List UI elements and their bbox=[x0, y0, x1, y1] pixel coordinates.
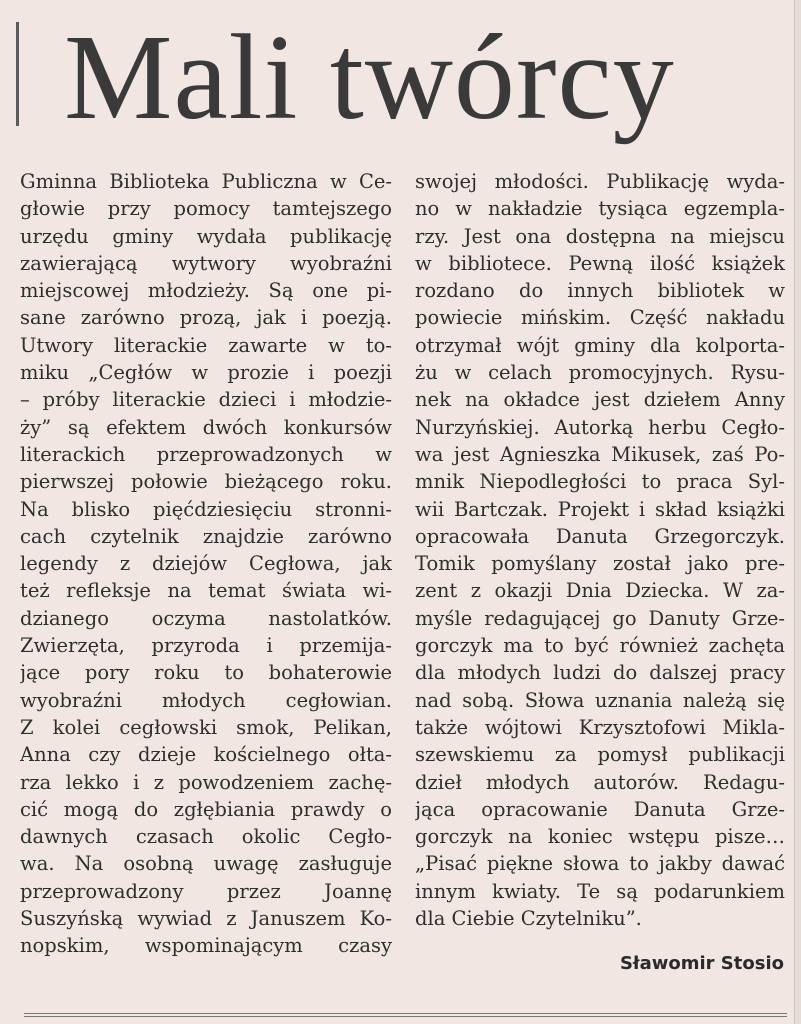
article-column-right bbox=[415, 168, 785, 932]
text-line: „Pisać piękne słowa to jakby dawać bbox=[415, 852, 785, 876]
text-line: ży” są efektem dwóch konkursów bbox=[20, 415, 392, 439]
text-line: szewskiemu za pomysł publikacji bbox=[415, 743, 785, 767]
left-margin-rule bbox=[16, 22, 19, 126]
bottom-divider bbox=[24, 1013, 787, 1017]
text-line: rza lekko i z powodzeniem zachę- bbox=[20, 770, 392, 794]
text-line: też refleksje na temat świata wi- bbox=[20, 579, 392, 603]
text-line: miku „Cegłów w prozie i poezji bbox=[20, 361, 392, 385]
text-line: nek na okładce jest dziełem Anny bbox=[415, 388, 785, 412]
text-line: dla Ciebie Czytelniku”. bbox=[415, 907, 642, 931]
text-line: legendy z dziejów Cegłowa, jak bbox=[20, 552, 392, 576]
text-line: cić mogą do zgłębiania prawdy o bbox=[20, 797, 392, 821]
text-line: nopskim, wspominającym czasy bbox=[20, 934, 392, 958]
text-line: Gminna Biblioteka Publiczna w Ce- bbox=[20, 170, 392, 193]
article-column-left bbox=[20, 168, 392, 960]
text-line: wa. Na osobną uwagę zasługuje bbox=[20, 852, 392, 876]
text-line: zent z okazji Dnia Dziecka. W za- bbox=[415, 579, 785, 603]
text-line: zawierającą wytwory wyobraźni bbox=[20, 251, 392, 275]
text-line: Anna czy dzieje kościelnego ołta- bbox=[20, 743, 392, 767]
text-line: gorczyk ma to być również zachęta bbox=[415, 634, 785, 658]
page-edge bbox=[794, 0, 801, 1024]
author-byline: Sławomir Stosio bbox=[619, 953, 784, 974]
text-line: Tomik pomyślany został jako pre- bbox=[415, 552, 785, 576]
text-line: Zwierzęta, przyroda i przemija- bbox=[20, 634, 392, 658]
text-line: głowie przy pomocy tamtejszego bbox=[20, 197, 392, 221]
text-line: Nurzyńskiej. Autorką herbu Cegło- bbox=[415, 415, 785, 439]
text-line: gorczyk na koniec wstępu pisze… bbox=[415, 825, 785, 849]
text-line: także wójtowi Krzysztofowi Mikla- bbox=[415, 715, 785, 739]
text-line: otrzymał wójt gminy dla kolporta- bbox=[415, 333, 785, 357]
text-line: dla młodych ludzi do dalszej pracy bbox=[415, 661, 785, 685]
text-line: jące pory roku to bohaterowie bbox=[20, 661, 392, 685]
text-line: sane zarówno prozą, jak i poezją. bbox=[20, 306, 392, 330]
text-line: myśle redagującej go Danuty Grze- bbox=[415, 606, 785, 630]
text-line: pierwszej połowie bieżącego roku. bbox=[20, 470, 392, 494]
text-line: innym kwiaty. Te są podarunkiem bbox=[415, 879, 785, 903]
text-line: miejscowej młodzieży. Są one pi- bbox=[20, 279, 392, 303]
text-line: przeprowadzony przez Joannę bbox=[20, 879, 392, 903]
text-line: wii Bartczak. Projekt i skład książki bbox=[415, 497, 785, 521]
text-line: cach czytelnik znajdzie zarówno bbox=[20, 524, 392, 548]
text-line: wyobraźni młodych cegłowian. bbox=[20, 688, 392, 712]
text-line: jąca opracowanie Danuta Grze- bbox=[415, 797, 785, 821]
text-line: powiecie mińskim. Część nakładu bbox=[415, 306, 785, 330]
text-line: mnik Niepodległości to praca Syl- bbox=[415, 470, 785, 494]
text-line: dawnych czasach okolic Cegło- bbox=[20, 825, 392, 849]
text-line: swojej młodości. Publikację wyda- bbox=[415, 170, 785, 193]
text-line: rzy. Jest ona dostępna na miejscu bbox=[415, 224, 785, 248]
text-line: żu w celach promocyjnych. Rysu- bbox=[415, 361, 785, 385]
text-line: w bibliotece. Pewną ilość książek bbox=[415, 251, 785, 275]
text-line: Suszyńską wywiad z Januszem Ko- bbox=[20, 907, 392, 931]
article-headline: Mali twórcy bbox=[64, 10, 675, 145]
text-line: Na blisko pięćdziesięciu stronni- bbox=[20, 497, 392, 521]
text-line: Utwory literackie zawarte w to- bbox=[20, 333, 392, 357]
text-line: nad sobą. Słowa uznania należą się bbox=[415, 688, 785, 712]
text-line: literackich przeprowadzonych w bbox=[20, 442, 392, 466]
text-line: no w nakładzie tysiąca egzempla- bbox=[415, 197, 785, 221]
text-line: rozdano do innych bibliotek w bbox=[415, 279, 785, 303]
text-line: Z kolei cegłowski smok, Pelikan, bbox=[20, 715, 392, 739]
text-line: dzianego oczyma nastolatków. bbox=[20, 606, 392, 630]
text-line: urzędu gminy wydała publikację bbox=[20, 224, 392, 248]
text-line: dzieł młodych autorów. Redagu- bbox=[415, 770, 785, 794]
text-line: opracowała Danuta Grzegorczyk. bbox=[415, 524, 785, 548]
text-line: – próby literackie dzieci i młodzie- bbox=[20, 388, 392, 412]
text-line: wa jest Agnieszka Mikusek, zaś Po- bbox=[415, 442, 785, 466]
